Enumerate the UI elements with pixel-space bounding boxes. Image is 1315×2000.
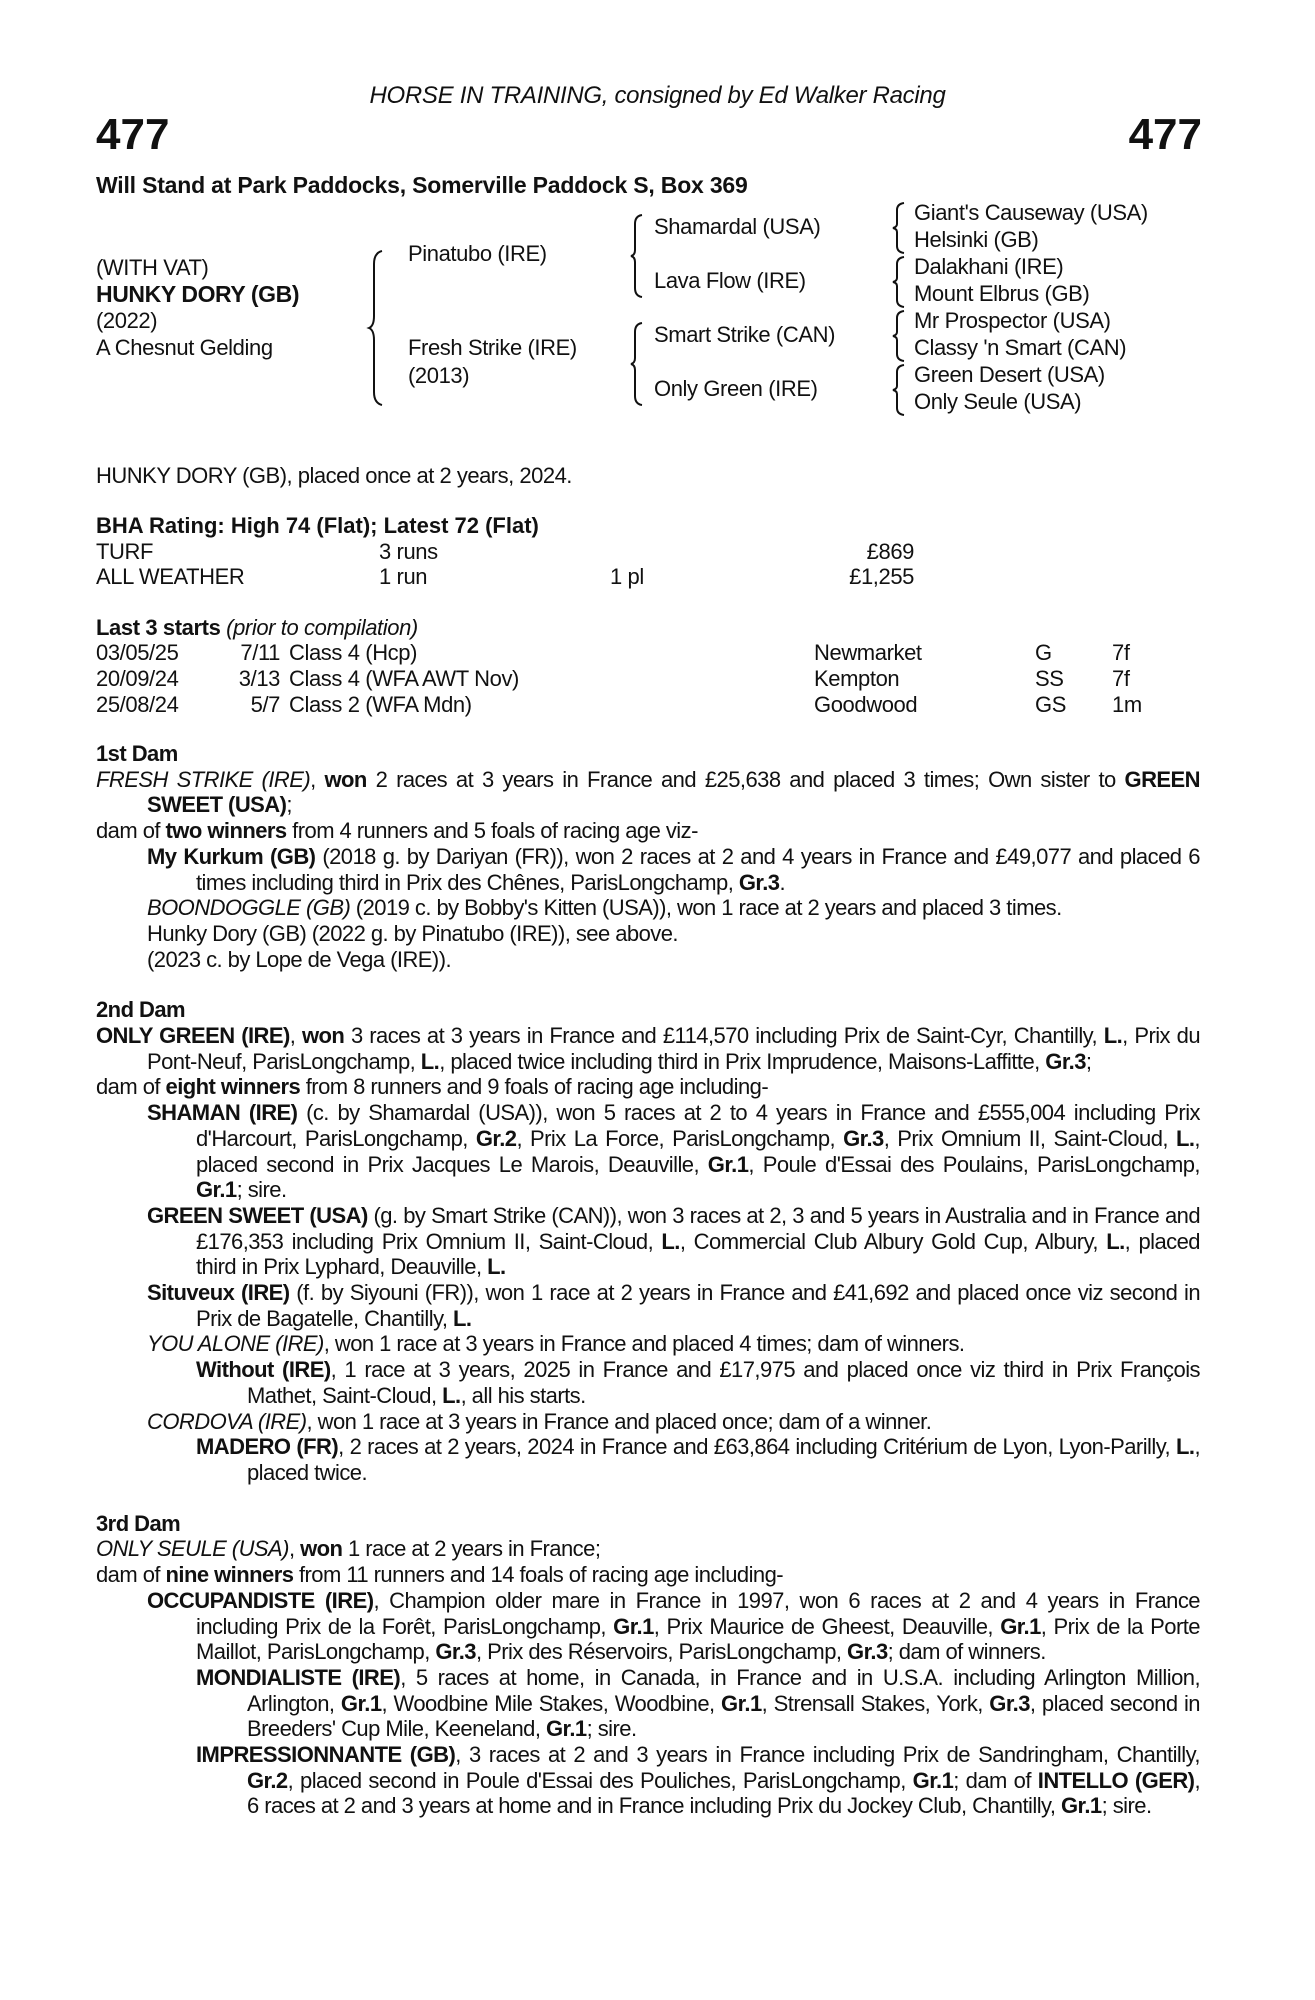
family-notes [96,741,1200,1819]
start-race: Class 2 (WFA Mdn) [289,692,472,717]
text: , placed second in Breeders' Cup Mile, Keeneland, [247,1690,1200,1742]
text: , placed second in Prix Jacques Le Marois, Deauville, [196,1125,1200,1177]
italic-text: YOU ALONE (IRE) [147,1331,324,1357]
text: , placed second in Poule d'Essai des Pouliches, ParisLongchamp, [287,1767,913,1793]
bold-text: L. [1106,1228,1125,1254]
pedigree-entry [96,844,1200,895]
sire: Pinatubo (IRE) [408,241,547,266]
bold-text: SHAMAN (IRE) [147,1100,298,1126]
bold-text: Gr.1 [1060,1793,1102,1819]
pedigree-entry [96,1100,1200,1203]
text: (c. by Shamardal (USA)), won 5 races at 2 to 4 years in France and £555,004 including Prix d'Harcourt, ParisLongchamp, [196,1100,1200,1151]
runs: 1 run [379,564,428,589]
text: ; dam of [953,1767,1038,1793]
bold-text: won [300,1536,343,1562]
text: Hunky Dory (GB) (2022 g. by Pinatubo (IRE)), see above. [147,920,678,946]
start-row [96,640,1206,666]
pedigree-entry [96,1742,1200,1819]
brace-icon [630,214,646,298]
brace-icon [892,256,908,308]
bold-text: L. [420,1048,440,1074]
bold-text: My Kurkum (GB) [147,843,316,869]
text: , Strensall Stakes, York, [761,1690,990,1716]
text: , Woodbine Mile Stakes, Woodbine, [381,1690,722,1716]
bold-text: Without (IRE) [196,1357,331,1383]
italic-text: BOONDOGGLE (GB) [147,895,351,921]
text: from 8 runners and 9 foals of racing age including- [300,1074,769,1100]
pedigree-entry [96,1331,1200,1357]
pedigree-entry [96,921,1200,947]
bold-text: ONLY GREEN (IRE) [96,1023,290,1049]
horse-description: A Chesnut Gelding [96,335,273,360]
text: , 2 races at 2 years, 2024 in France and £63,864 including Critérium de Lyon, Lyon-Parilly, [338,1434,1176,1460]
text: ; dam of winners. [887,1639,1046,1665]
granddam-maternal: Only Green (IRE) [654,376,818,401]
last-starts-note: (prior to compilation) [226,615,418,640]
text: , 1 race at 3 years, 2025 in France and £17,975 and placed once viz third in Prix François Mathet, Saint-Cloud, [247,1357,1200,1408]
text: (g. by Smart Strike (CAN)), won 3 races at 2, 3 and 5 years in Australia and in France and £176,353 including Prix Omnium II, Saint-Cloud, [196,1202,1200,1254]
grandsire-paternal: Shamardal (USA) [654,214,821,239]
bold-text: OCCUPANDISTE (IRE) [147,1587,374,1613]
pedigree-entry [96,1074,1200,1100]
text: , Commercial Club Albury Gold Cup, Albury, [679,1228,1107,1254]
bold-text: L. [1103,1023,1123,1049]
bold-text: Gr.3 [1045,1048,1086,1074]
italic-text: ONLY SEULE (USA) [96,1536,289,1562]
text: , Prix de la Porte Maillot, ParisLongchamp, [196,1613,1200,1665]
brace-icon [630,322,646,406]
bha-rating: BHA Rating: High 74 (Flat); Latest 72 (Flat) [96,513,539,538]
pedigree-entry [96,1203,1200,1280]
pedigree-entry [96,1409,1200,1435]
bold-text: IMPRESSIONNANTE (GB) [196,1742,456,1768]
pedigree-entry [96,1536,1200,1562]
dam-section [96,741,1200,972]
bold-text: Gr.1 [613,1613,654,1639]
text: from 4 runners and 5 foals of racing age viz- [286,818,698,844]
great-grandparent: Giant's Causeway (USA) [914,200,1148,225]
text: ; [286,792,292,818]
start-pos: 3/13 [238,666,280,691]
text: ; sire. [1101,1793,1152,1819]
great-grandparent: Only Seule (USA) [914,389,1082,414]
dam: Fresh Strike (IRE) [408,335,577,360]
pedigree-entry [96,1434,1200,1485]
bold-text: L. [661,1228,680,1254]
pedigree-entry [96,895,1200,921]
stabling-location: Will Stand at Park Paddocks, Somerville Paddock S, Box 369 [96,172,748,198]
pedigree-entry [96,1562,1200,1588]
surface: ALL WEATHER [96,564,245,589]
text: , Prix La Force, ParisLongchamp, [516,1125,844,1151]
placed: 1 pl [610,564,644,589]
text: 2 races at 3 years in France and £25,638 and placed 3 times; Own sister to [366,766,1125,792]
text: dam of [96,1562,166,1588]
bold-text: L. [1175,1125,1195,1151]
runs: 3 runs [379,539,438,564]
rating-row [96,564,1206,590]
brace-icon [368,250,388,406]
horse-year: (2022) [96,308,158,333]
start-dist: 7f [1112,640,1130,665]
catalogue-header: HORSE IN TRAINING, consigned by Ed Walker Racing [369,82,946,109]
italic-text: FRESH STRIKE (IRE) [96,766,311,792]
bold-text: Gr.3 [989,1690,1030,1716]
bold-text: INTELLO (GER) [1037,1767,1195,1793]
text: ; sire. [586,1716,637,1742]
text: , won 1 race at 3 years in France and placed once; dam of a winner. [306,1408,932,1434]
text: , Prix Omnium II, Saint-Cloud, [883,1125,1176,1151]
dam-section [96,1511,1200,1819]
grandsire-maternal: Smart Strike (CAN) [654,322,836,347]
start-going: G [1035,640,1052,665]
start-course: Newmarket [814,640,922,665]
bold-text: won [324,766,367,792]
lot-number-right: 477 [1128,110,1202,159]
start-row [96,666,1206,692]
bold-text: Situveux (IRE) [147,1280,290,1306]
bold-text: Gr.1 [707,1151,749,1177]
dam-year: (2013) [408,363,470,388]
bold-text: Gr.3 [738,869,780,895]
pedigree-entry [96,1357,1200,1408]
bold-text: two winners [165,818,287,844]
last-starts-title: Last 3 starts [96,615,221,640]
bold-text: Gr.2 [475,1125,517,1151]
granddam-paternal: Lava Flow (IRE) [654,268,806,293]
pedigree-entry [96,1280,1200,1331]
start-date: 03/05/25 [96,640,179,665]
text: . [779,869,786,895]
text: , Poule d'Essai des Poulains, ParisLongchamp, [748,1151,1200,1177]
pedigree-entry [96,818,1200,844]
rating-row [96,539,1206,565]
bold-text: Gr.3 [843,1125,884,1151]
pedigree-entry [96,1023,1200,1074]
pedigree-entry [96,947,1200,973]
pedigree-entry [96,1665,1200,1742]
start-dist: 1m [1112,692,1142,717]
section-title: 3rd Dam [96,1510,181,1536]
start-going: GS [1035,692,1066,717]
great-grandparent: Green Desert (USA) [914,362,1105,387]
text: (2023 c. by Lope de Vega (IRE)). [147,946,452,972]
start-race: Class 4 (WFA AWT Nov) [289,666,519,691]
start-dist: 7f [1112,666,1130,691]
text: , all his starts. [460,1382,586,1408]
pedigree-entry [96,767,1200,818]
text: dam of [96,818,166,844]
bold-text: nine winners [165,1562,294,1588]
bold-text: MADERO (FR) [196,1434,339,1460]
text: , [289,1023,302,1049]
great-grandparent: Helsinki (GB) [914,227,1039,252]
start-date: 20/09/24 [96,666,179,691]
text: , placed twice. [247,1434,1200,1485]
bold-text: Gr.3 [435,1639,476,1665]
great-grandparent: Classy 'n Smart (CAN) [914,335,1127,360]
start-row [96,692,1206,718]
text: , Prix Maurice de Gheest, Deauville, [653,1613,1001,1639]
bold-text: Gr.2 [247,1767,288,1793]
brace-icon [892,364,908,416]
brace-icon [892,202,908,254]
brace-icon [892,310,908,362]
text: , 6 races at 2 and 3 years at home and in France including Prix du Jockey Club, Chantilly, [247,1767,1201,1819]
great-grandparent: Mr Prospector (USA) [914,308,1111,333]
bold-text: Gr.1 [546,1716,587,1742]
dam-section [96,997,1200,1485]
bold-text: MONDIALISTE (IRE) [196,1664,401,1690]
bold-text: GREEN SWEET (USA) [147,1202,368,1228]
text: , placed third in Prix Lyphard, Deauville, [196,1228,1200,1280]
text: (2018 g. by Dariyan (FR)), won 2 races at 2 and 4 years in France and £49,077 and placed 6 times including third in Prix des Chênes, ParisLongchamp, [196,843,1200,895]
last-starts-heading [96,615,418,641]
text: 3 races at 3 years in France and £114,570 including Prix de Saint-Cyr, Chantilly, [344,1023,1104,1049]
text: , [310,766,325,792]
great-grandparent: Mount Elbrus (GB) [914,281,1090,306]
vat-note: (WITH VAT) [96,255,209,280]
start-race: Class 4 (Hcp) [289,640,418,665]
text: dam of [96,1074,166,1100]
pedigree-entry [96,1588,1200,1665]
start-pos: 7/11 [240,640,280,665]
bold-text: Gr.1 [912,1767,954,1793]
text: , Prix des Réservoirs, ParisLongchamp, [475,1639,848,1665]
text: (2019 c. by Bobby's Kitten (USA)), won 1 race at 2 years and placed 3 times. [350,895,1062,921]
start-course: Kempton [814,666,900,691]
text: , Prix du Pont-Neuf, ParisLongchamp, [147,1023,1200,1074]
bold-text: Gr.1 [196,1177,237,1203]
lot-number-left: 477 [96,110,170,159]
text: 1 race at 2 years in France; [342,1536,601,1562]
section-title: 2nd Dam [96,997,186,1023]
start-pos: 5/7 [250,692,280,717]
bold-text: won [301,1023,345,1049]
horse-name: HUNKY DORY (GB) [96,281,300,307]
italic-text: CORDOVA (IRE) [147,1408,307,1434]
text: , 3 races at 2 and 3 years in France including Prix de Sandringham, Chantilly, [455,1742,1200,1768]
bold-text: GREEN SWEET (USA) [147,766,1201,818]
text: ; sire. [236,1177,287,1203]
bold-text: Gr.3 [847,1639,888,1665]
start-date: 25/08/24 [96,692,179,717]
prize: £1,255 [849,564,914,589]
section-title: 1st Dam [96,741,178,766]
great-grandparent: Dalakhani (IRE) [914,254,1064,279]
start-course: Goodwood [814,692,918,717]
bold-text: L. [453,1305,472,1331]
text: ; [1085,1048,1092,1074]
bold-text: L. [1175,1434,1195,1460]
bold-text: eight winners [165,1074,301,1100]
bold-text: Gr.1 [721,1690,762,1716]
text: from 11 runners and 14 foals of racing age including- [293,1562,784,1588]
text: (f. by Siyouni (FR)), won 1 race at 2 years in France and £41,692 and placed once viz second in Prix de Bagatelle, Chantilly, [196,1280,1200,1331]
text: , placed twice including third in Prix Imprudence, Maisons-Laffitte, [439,1048,1046,1074]
text: , 5 races at home, in Canada, in France and in U.S.A. including Arlington Million, Arlington, [247,1664,1201,1716]
surface: TURF [96,539,154,564]
bold-text: L. [442,1382,461,1408]
bold-text: Gr.1 [1000,1613,1041,1639]
race-summary: HUNKY DORY (GB), placed once at 2 years, 2024. [96,463,572,488]
prize: £869 [866,539,914,564]
bold-text: Gr.1 [340,1690,382,1716]
text: , won 1 race at 3 years in France and placed 4 times; dam of winners. [323,1331,965,1357]
text: , [288,1536,301,1562]
bold-text: L. [487,1254,506,1280]
start-going: SS [1035,666,1064,691]
text: , Champion older mare in France in 1997, won 6 races at 2 and 4 years in France including Prix de la Forêt, ParisLongchamp, [196,1587,1200,1639]
